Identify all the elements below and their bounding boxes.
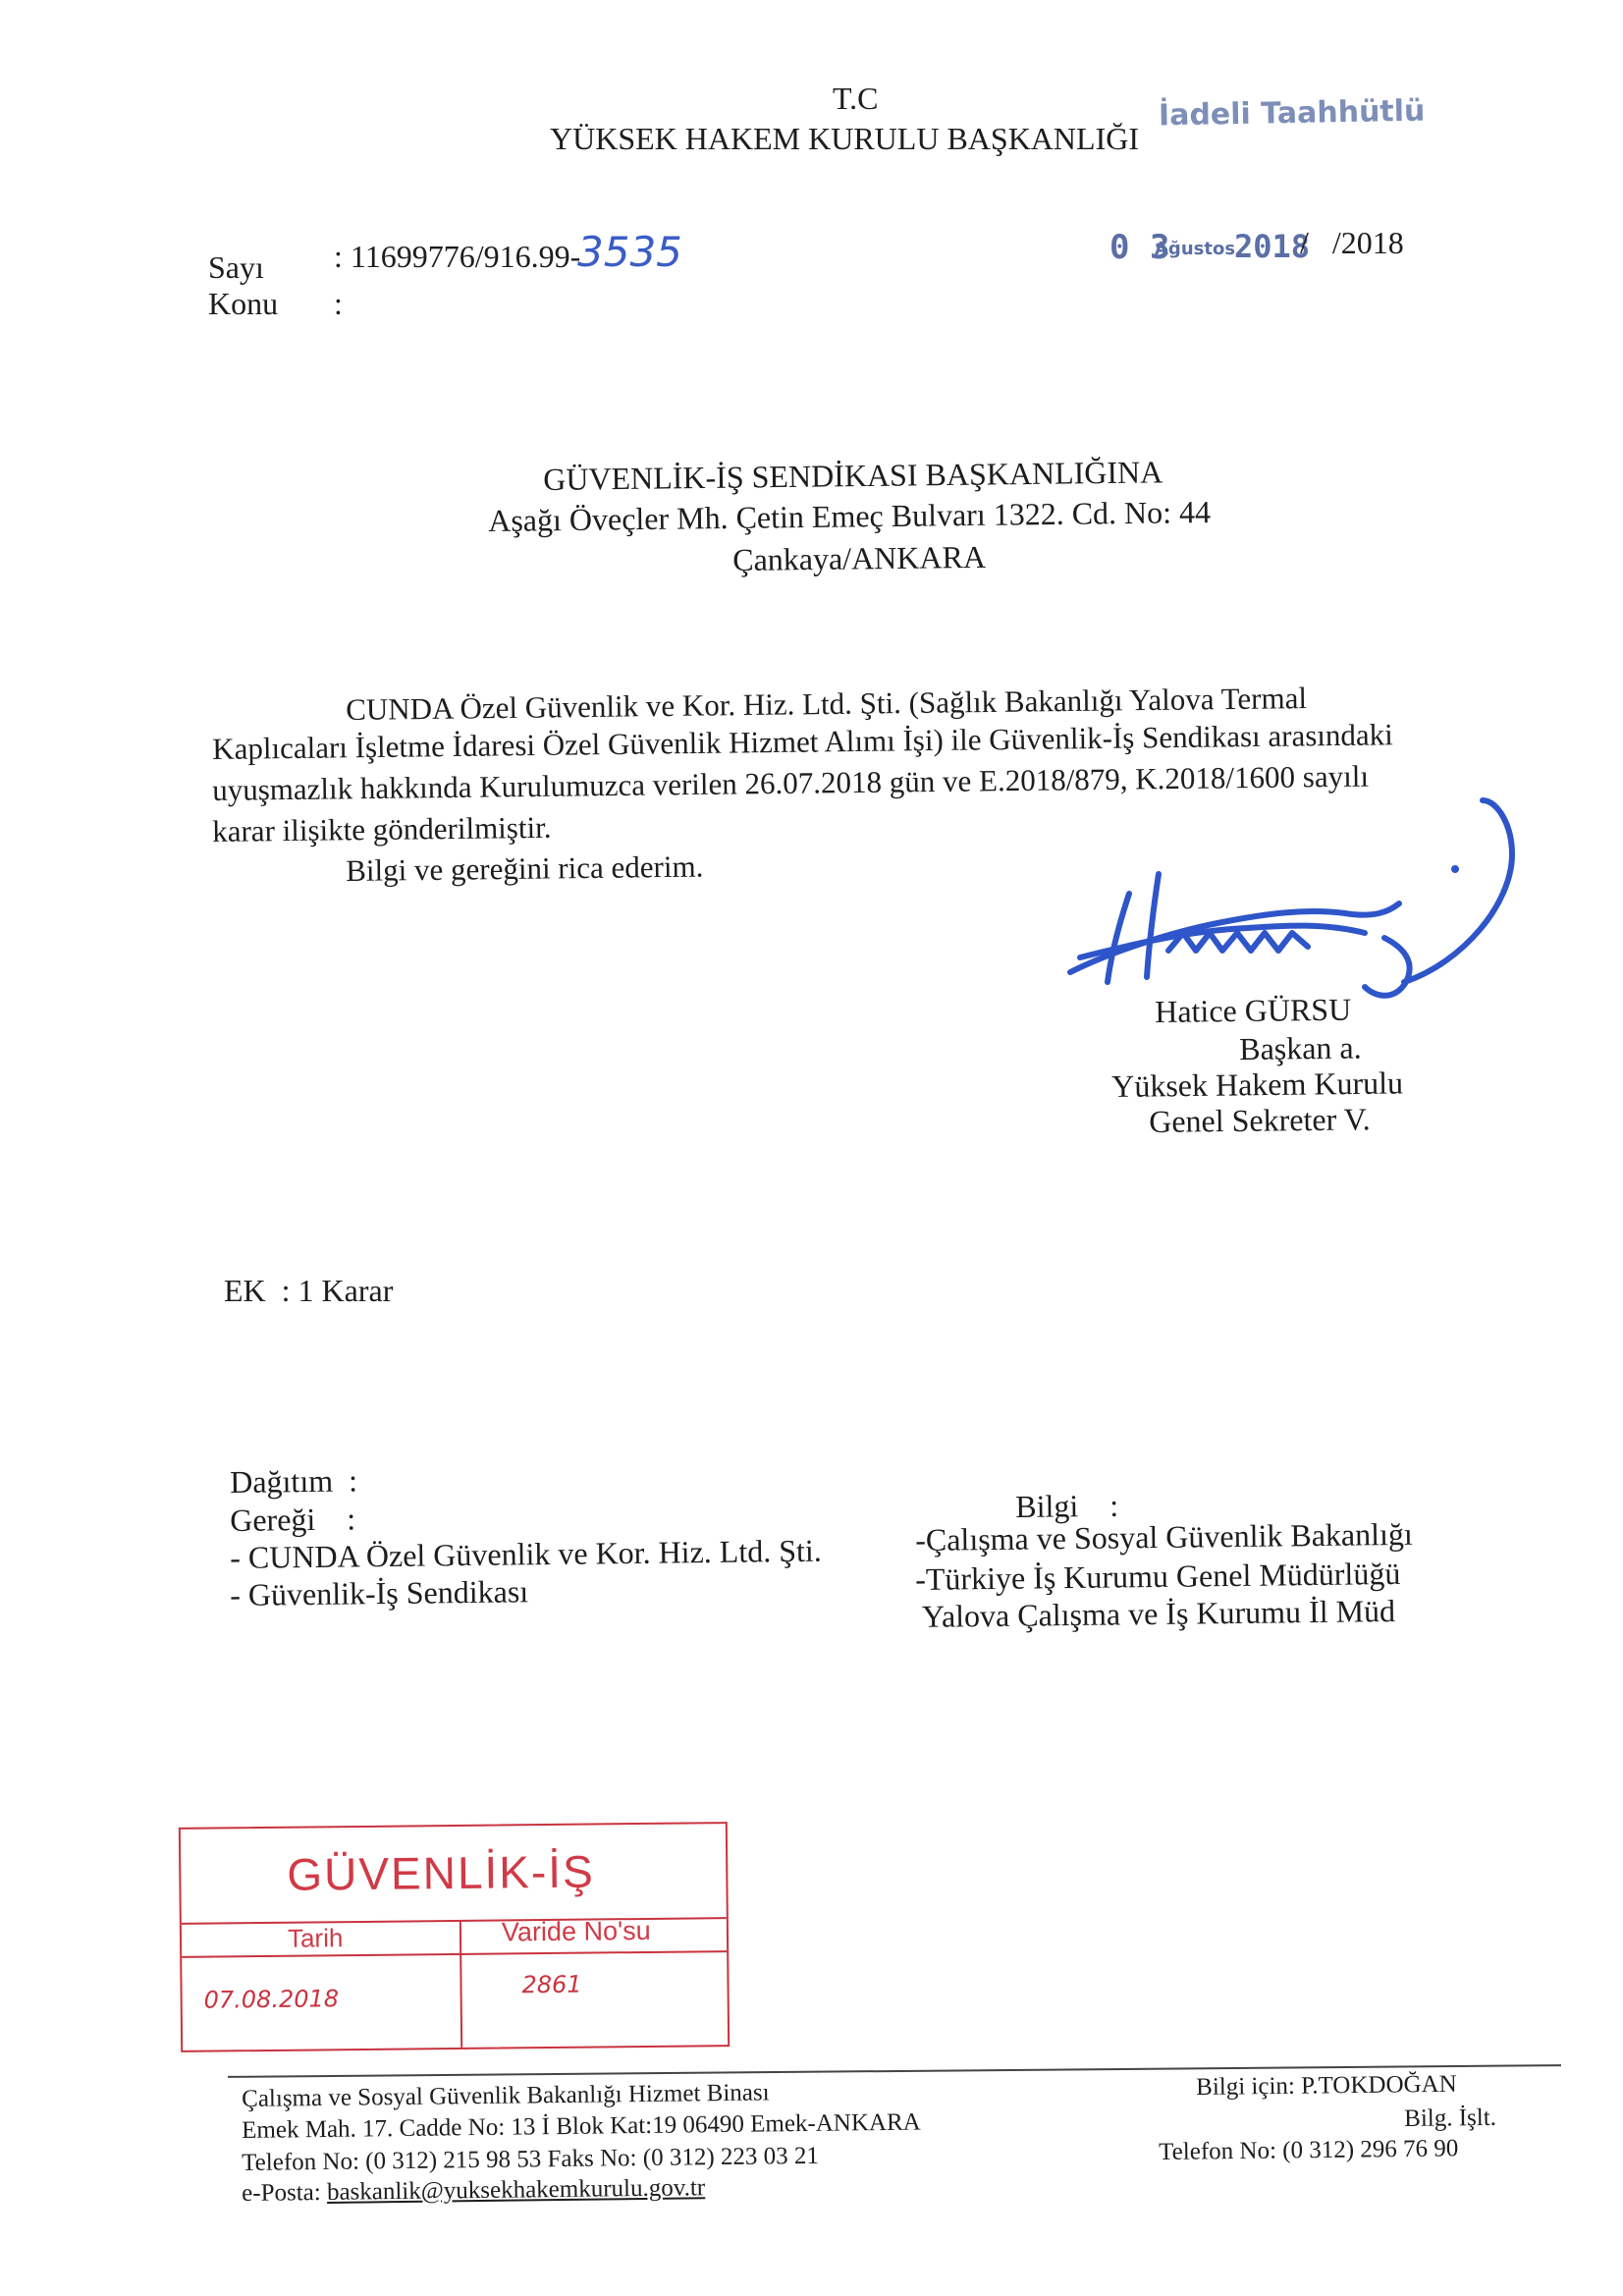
distribution-label: Dağıtım : — [230, 1462, 358, 1500]
signature-dot — [1451, 865, 1459, 873]
footer-email-link[interactable]: baskanlik@yuksekhakemkurulu.gov.tr — [326, 2174, 706, 2206]
sayi-handwritten-number: 3535 — [577, 228, 682, 276]
geregi-item-2: - Güvenlik-İş Sendikası — [230, 1573, 529, 1613]
recipient-line2: Aşağı Öveçler Mh. Çetin Emeç Bulvarı 1322. Cd. No: 44 — [488, 494, 1212, 538]
attachment-line: EK : 1 Karar — [224, 1273, 394, 1308]
received-stamp — [179, 1822, 730, 2052]
date-stamp-year: 2018 — [1234, 228, 1311, 265]
footer-info-contact: Bilgi için: P.TOKDOĞAN — [1196, 2070, 1457, 2101]
registered-mail-stamp: İadeli Taahhütlü — [1158, 93, 1426, 134]
body-p1-line4: karar ilişikte gönderilmiştir. — [212, 809, 552, 848]
recipient-line1: GÜVENLİK-İŞ SENDİKASI BAŞKANLIĞINA — [543, 454, 1163, 497]
date-suffix: / /2018 — [1300, 225, 1404, 260]
recipient-line3: Çankaya/ANKARA — [732, 538, 987, 577]
stamp-title-row — [181, 1824, 727, 1925]
header-institution: YÜKSEK HAKEM KURULU BAŞKANLIĞI — [550, 121, 1139, 156]
stamp-title: GÜVENLİK-İŞ — [287, 1845, 596, 1900]
stamp-date-value: 07.08.2018 — [203, 1985, 340, 2014]
signatory-title3: Genel Sekreter V. — [1149, 1101, 1371, 1139]
body-p1-line2: Kaplıcaları İşletme İdaresi Özel Güvenlik Hizmet Alımı İşi) ile Güvenlik-İş Sendikası arasındaki — [212, 717, 1393, 766]
geregi-label: Gereği : — [230, 1501, 356, 1538]
signatory-title2: Yüksek Hakem Kurulu — [1111, 1065, 1404, 1104]
body-p2: Bilgi ve gereğini rica ederim. — [346, 848, 704, 888]
stamp-col-varide: Varide No'su — [501, 1915, 651, 1947]
bilgi-label: Bilgi : — [1015, 1487, 1119, 1524]
signatory-name: Hatice GÜRSU — [1155, 991, 1352, 1029]
stamp-col-tarih: Tarih — [287, 1923, 344, 1953]
konu-label: Konu — [208, 286, 279, 321]
footer-address2: Emek Mah. 17. Cadde No: 13 İ Blok Kat:19 06490 Emek-ANKARA — [242, 2108, 921, 2144]
header-tc: T.C — [833, 81, 879, 116]
geregi-item-1: - CUNDA Özel Güvenlik ve Kor. Hiz. Ltd. Şti. — [230, 1532, 822, 1575]
bilgi-item-3: Yalova Çalışma ve İş Kurumu İl Müd — [915, 1593, 1396, 1634]
stamp-header-row — [182, 1917, 727, 1958]
footer-email-label: e-Posta: — [242, 2179, 321, 2207]
bilgi-item-2: -Türkiye İş Kurumu Genel Müdürlüğü — [915, 1555, 1401, 1597]
body-p1-line3: uyuşmazlık hakkında Kurulumuzca verilen 26.07.2018 gün ve E.2018/879, K.2018/1600 sayılı — [212, 758, 1370, 807]
bilgi-item-1: -Çalışma ve Sosyal Güvenlik Bakanlığı — [915, 1515, 1413, 1558]
konu-value: : — [334, 286, 343, 321]
stamp-varide-value: 2861 — [521, 1970, 582, 1999]
signatory-title1: Başkan a. — [1239, 1029, 1362, 1066]
footer-email-row — [242, 2172, 705, 2209]
footer-phones: Telefon No: (0 312) 215 98 53 Faks No: (0 312) 223 03 21 — [242, 2142, 820, 2176]
date-stamp-day: 0 3 — [1109, 228, 1170, 267]
body-p1-line1: CUNDA Özel Güvenlik ve Kor. Hiz. Ltd. Şti. (Sağlık Bakanlığı Yalova Termal — [346, 681, 1308, 727]
sayi-label: Sayı — [208, 249, 264, 285]
footer-address1: Çalışma ve Sosyal Güvenlik Bakanlığı Hizmet Binası — [242, 2079, 770, 2112]
sayi-value: : 11699776/916.99- — [334, 239, 581, 274]
footer-info-role: Bilg. İşlt. — [1404, 2104, 1497, 2132]
date-stamp-month: Ağustos — [1155, 239, 1236, 259]
footer-info-phone: Telefon No: (0 312) 296 76 90 — [1159, 2135, 1459, 2165]
signature-graphic — [1051, 786, 1522, 1011]
